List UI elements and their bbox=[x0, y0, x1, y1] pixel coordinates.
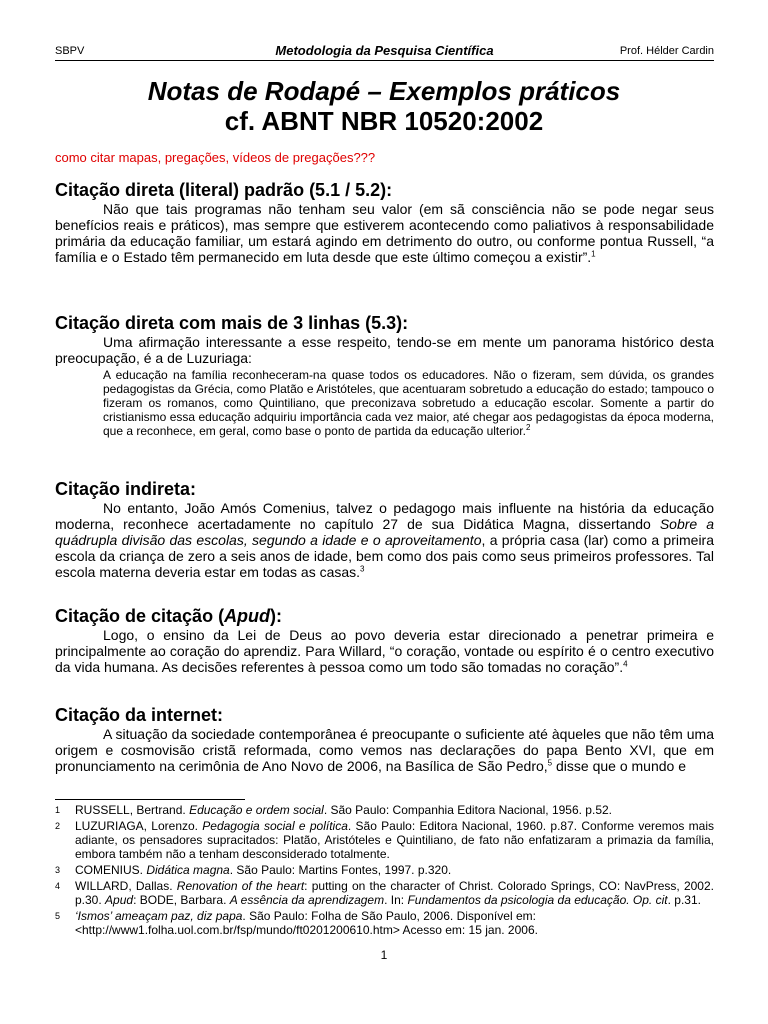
section-paragraph: Uma afirmação interessante a esse respeito, tendo-se em mente um panorama histórico desta preocupação, é a de Luzuriaga: bbox=[55, 334, 714, 366]
footnote-ref: 4 bbox=[623, 659, 628, 669]
footnote-4: 4 WILLARD, Dallas. Renovation of the heart: putting on the character of Christ. Colorado Springs, CO: NavPress, 2002. p.30. Apud: BODE, Barbara. A essência da aprendizagem. In: Fundamentos da psicologia da educação. Op. cit. p.31. bbox=[55, 879, 714, 907]
header-left: SBPV bbox=[55, 45, 85, 57]
block-quote: A educação na família reconheceram-na quase todos os educadores. Não o fizeram, sem dúvida, os grandes pedagogistas da Grécia, como Platão e Aristóteles, que acentuaram sobretudo a educação do estado; tampouco o fizeram os romanos, como Quintiliano, que preconizava sobretudo a educação escolar. Somente a partir do cristianismo essa educação adquiriu importância cada vez maior, até chegar aos pedagogistas da época moderna, que a reconhece, em geral, como base o ponto de partida da educação ulterior.$^2$ bbox=[103, 368, 714, 438]
footnote-ref: 3 bbox=[360, 564, 365, 574]
section-internet-citation bbox=[55, 704, 714, 774]
footnote-1: 1 RUSSELL, Bertrand. Educação e ordem social. São Paulo: Companhia Editora Nacional, 1956. p.52. bbox=[55, 803, 612, 817]
section-direct-citation bbox=[55, 179, 714, 265]
header-course-title: Metodologia da Pesquisa Científica bbox=[275, 43, 494, 58]
section-heading: Citação direta com mais de 3 linhas (5.3): bbox=[55, 313, 409, 333]
footnote-5: 5 ‘Ismos’ ameaçam paz, diz papa. São Paulo: Folha de São Paulo, 2006. Disponível em: <http://www1.folha.uol.com.br/fsp/mundo/ft0201200610.htm> Acesso em: 15 jan. 2006. bbox=[55, 909, 538, 937]
footnote-2: 2 LUZURIAGA, Lorenzo. Pedagogia social e política. São Paulo: Editora Nacional, 1960. p.87. Conforme veremos mais adiante, os pensadores supracitados: Platão, Aristóteles e Quintiliano, de fato não enfatizaram a primazia da família, embora também não a tenham desconsiderado totalmente. bbox=[55, 819, 714, 861]
section-indirect-citation bbox=[55, 478, 714, 580]
section-heading: Citação de citação (Apud): bbox=[55, 606, 283, 626]
footnote-ref: 2 bbox=[525, 423, 531, 432]
footnote-ref: 1 bbox=[591, 249, 596, 259]
section-long-citation bbox=[55, 312, 714, 438]
footnote-3: 3 COMENIUS. Didática magna. São Paulo: Martins Fontes, 1997. p.320. bbox=[55, 863, 452, 877]
page-subtitle: cf. ABNT NBR 10520:2002 bbox=[224, 106, 544, 136]
section-paragraph: Não que tais programas não tenham seu valor (em sã consciência não se pode negar seus benefícios reais e práticos), mas sempre que estiverem acontecendo como paliativos à responsabilidade primária da educação familiar, um estará agindo em detrimento do outro, ou conforme pontua Russell, “a família e o Estado têm permanecido em luta desde que este último começou a existir”.$^1$ bbox=[55, 201, 714, 265]
running-header bbox=[55, 42, 714, 61]
section-apud-citation bbox=[55, 605, 714, 675]
footnote-separator bbox=[55, 799, 245, 800]
section-heading: Citação da internet: bbox=[55, 705, 224, 725]
page-title: Notas de Rodapé – Exemplos práticos bbox=[147, 76, 621, 106]
section-heading: Citação direta (literal) padrão (5.1 / 5.2): bbox=[55, 180, 393, 200]
footnote-url: <http://www1.folha.uol.com.br/fsp/mundo/ft0201200610.htm> Acesso em: 15 jan. 2006. bbox=[75, 923, 538, 937]
footnote-ref: 5 bbox=[547, 758, 553, 768]
footnotes bbox=[55, 803, 714, 939]
header-author: Prof. Hélder Cardin bbox=[619, 45, 714, 57]
page-number: 1 bbox=[380, 948, 388, 962]
section-paragraph: Logo, o ensino da Lei de Deus ao povo deveria estar direcionado a penetrar primeira e principalmente ao coração do aprendiz. Para Willard, “o coração, vontade ou espírito é o centro executivo da vida humana. As decisões referentes à pessoa como um todo são tomadas no coração”.$^4$ bbox=[55, 627, 714, 675]
section-paragraph: A situação da sociedade contemporânea é preocupante o suficiente até àqueles que não têm uma origem e cosmovisão cristã reformada, como vemos nas declarações do papa Bento XVI, que em pronunciamento na cerimônia de Ano Novo de 2006, na Basílica de São Pedro,$^5$ disse que o mundo e bbox=[55, 726, 714, 774]
red-note: como citar mapas, pregações, vídeos de pregações??? bbox=[55, 150, 376, 165]
section-paragraph: No entanto, João Amós Comenius, talvez o pedagogo mais influente na história da educação moderna, reconhece acertadamente no capítulo 27 de sua Didática Magna, dissertando Sobre a quádrupla divisão das escolas, segundo a idade e o aproveitamento, a própria casa (lar) como a primeira escola da criança de zero a seis anos de idade, bem como dos pais como seus primeiros professores. Tal escola materna deveria estar em todas as casas.$^3$ bbox=[55, 500, 715, 580]
section-heading: Citação indireta: bbox=[55, 479, 197, 499]
